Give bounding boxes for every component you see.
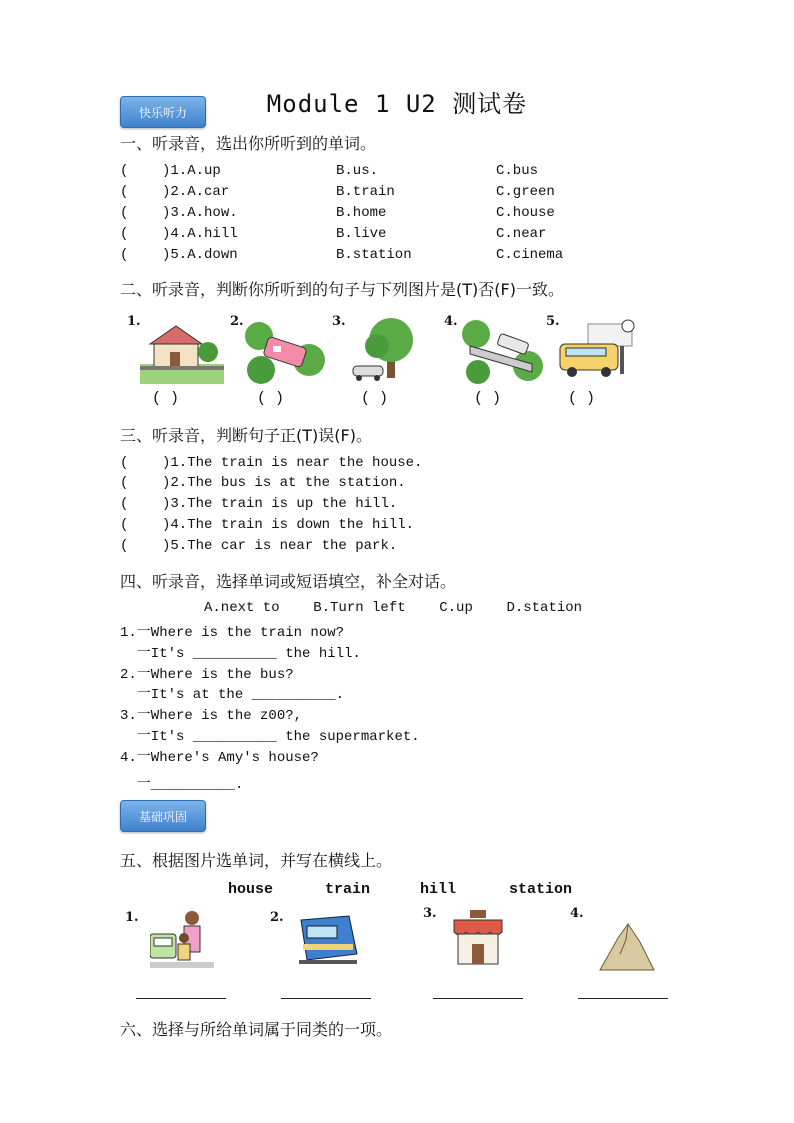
word-station: station: [509, 881, 573, 898]
sec1-q2-a: ( )2.A.car: [120, 184, 230, 200]
house-picture-icon: [140, 316, 224, 384]
sec5-answer-line-4[interactable]: [578, 998, 668, 999]
section-1-heading: 一、听录音，选出你所听到的单词。: [120, 134, 377, 153]
sec4-line-7: 4.一Where's Amy's house?: [120, 750, 319, 766]
sec4-line-4: 一It's at the __________.: [120, 687, 345, 703]
shop-house-picture-icon: [450, 910, 506, 968]
train-down-hill-picture-icon: [460, 316, 544, 384]
sec2-pic-2-number: 2.: [230, 314, 244, 329]
sec1-q3-b: B.home: [336, 205, 387, 221]
sec1-q2-c: C.green: [496, 184, 555, 200]
sec2-answer-1[interactable]: ( ): [152, 390, 180, 407]
sec1-q2-b: B.train: [336, 184, 395, 200]
section-4-heading: 四、听录音，选择单词或短语填空，补全对话。: [120, 572, 457, 591]
sec3-item-2: ( )2.The bus is at the station.: [120, 475, 406, 491]
sec3-item-5: ( )5.The car is near the park.: [120, 538, 398, 554]
sec2-answer-3[interactable]: ( ): [361, 390, 389, 407]
sec3-item-4: ( )4.The train is down the hill.: [120, 517, 415, 533]
sec2-pic-3-number: 3.: [332, 314, 346, 329]
sec1-q4-a: ( )4.A.hill: [120, 226, 238, 242]
sec1-q5-c: C.cinema: [496, 247, 564, 263]
sec1-q4-c: C.near: [496, 226, 547, 242]
sec4-line-6: 一It's __________ the supermarket.: [120, 729, 420, 745]
sec1-q5-b: B.station: [336, 247, 412, 263]
section-3-heading: 三、听录音，判断句子正(T)误(F)。: [120, 426, 372, 445]
sec1-q1-c: C.bus: [496, 163, 539, 179]
sec2-pic-1-number: 1.: [127, 314, 141, 329]
sec1-q1-a: ( )1.A.up: [120, 163, 221, 179]
sec3-item-1: ( )1.The train is near the house.: [120, 455, 423, 471]
sec4-options: A.next to B.Turn left C.up D.station: [204, 600, 583, 616]
car-under-tree-picture-icon: [345, 316, 429, 384]
word-house: house: [228, 881, 274, 898]
sec1-q3-c: C.house: [496, 205, 555, 221]
sec1-q1-b: B.us.: [336, 163, 379, 179]
sec5-answer-line-1[interactable]: [136, 998, 226, 999]
sec4-line-1: 1.一Where is the train now?: [120, 625, 345, 641]
sec5-pic-2-number: 2.: [270, 910, 284, 925]
sec2-answer-5[interactable]: ( ): [568, 390, 596, 407]
section-6-heading: 六、选择与所给单词属于同类的一项。: [120, 1020, 393, 1039]
sec1-q5-a: ( )5.A.down: [120, 247, 238, 263]
sec2-answer-4[interactable]: ( ): [474, 390, 502, 407]
sec1-q3-a: ( )3.A.how.: [120, 205, 238, 221]
sec2-pic-5-number: 5.: [546, 314, 560, 329]
sec5-answer-line-2[interactable]: [281, 998, 371, 999]
sec4-line-3: 2.一Where is the bus?: [120, 667, 294, 683]
blue-train-picture-icon: [293, 910, 361, 968]
sec5-pic-4-number: 4.: [570, 906, 584, 921]
section-2-heading: 二、听录音，判断你所听到的句子与下列图片是(T)否(F)一致。: [120, 280, 564, 299]
sec4-line-5: 3.一Where is the z00?,: [120, 708, 303, 724]
bus-stop-family-picture-icon: [150, 908, 214, 972]
sec4-line-8: 一__________.: [120, 777, 244, 793]
sec2-answer-2[interactable]: ( ): [257, 390, 285, 407]
sec1-q4-b: B.live: [336, 226, 387, 242]
hill-picture-icon: [598, 920, 656, 972]
page-title: Module 1 U2 测试卷: [266, 90, 528, 118]
sec5-pic-3-number: 3.: [423, 906, 437, 921]
sec5-pic-1-number: 1.: [125, 910, 139, 925]
listening-section-tag: 快乐听力: [120, 96, 206, 128]
sec3-item-3: ( )3.The train is up the hill.: [120, 496, 398, 512]
word-hill: hill: [420, 881, 457, 898]
sec5-answer-line-3[interactable]: [433, 998, 523, 999]
basics-section-tag: 基础巩固: [120, 800, 206, 832]
sec2-pic-4-number: 4.: [444, 314, 458, 329]
sec4-line-2: 一It's __________ the hill.: [120, 646, 361, 662]
train-in-trees-picture-icon: [243, 316, 327, 384]
section-5-heading: 五、根据图片选单词，并写在横线上。: [120, 851, 393, 870]
bus-at-station-picture-icon: [558, 316, 642, 384]
word-train: train: [325, 881, 371, 898]
